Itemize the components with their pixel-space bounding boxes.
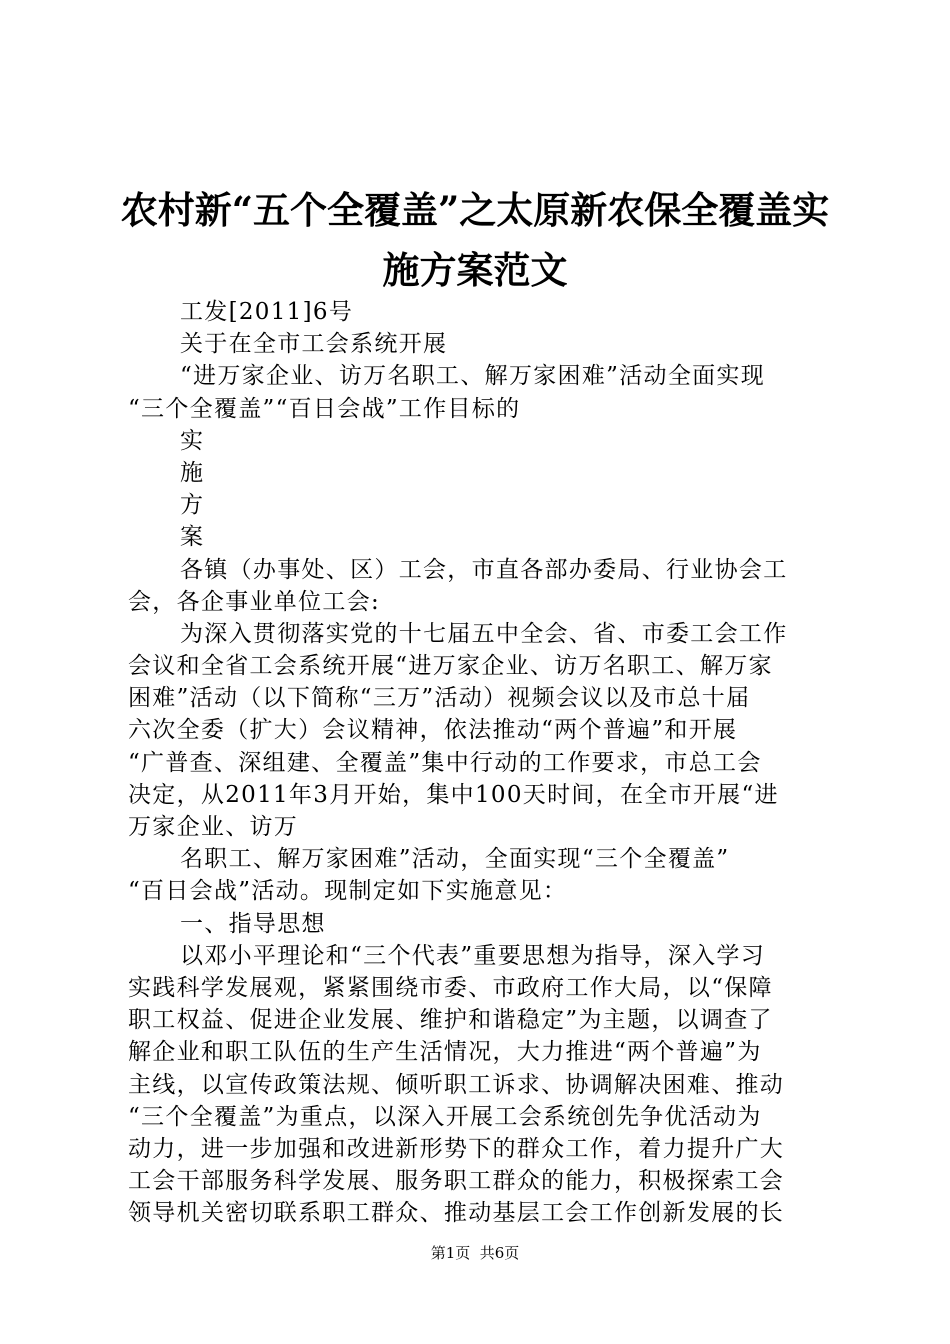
text-line: “进万家企业、访万名职工、解万家困难”活动全面实现 [180,363,766,390]
text-line: “百日会战”活动。现制定如下实施意见： [128,878,568,905]
text-line: 会，各企事业单位工会: [128,588,381,615]
text-line: 名职工、解万家困难”活动，全面实现“三个全覆盖” [180,846,730,873]
page-footer: 第1页 共6页 [430,1244,520,1262]
document-number: 工发[2011]6号 [180,299,354,325]
text-line: 职工权益、促进企业发展、维护和谐稳定”为主题，以调查了 [128,1007,773,1034]
document-body [128,296,832,1229]
text-line: 会议和全省工会系统开展“进万家企业、访万名职工、解万家 [128,653,773,680]
text-line: 工会干部服务科学发展、服务职工群众的能力，积极探索工会 [128,1168,785,1195]
text-line: 以邓小平理论和“三个代表”重要思想为指导，深入学习 [180,942,766,969]
text-line: 解企业和职工队伍的生产生活情况，大力推进“两个普遍”为 [128,1039,762,1066]
text-line: 领导机关密切联系职工群众、推动基层工会工作创新发展的长 [128,1200,785,1227]
text-line: 困难”活动（以下简称“三万”活动）视频会议以及市总十届 [128,685,751,712]
text-line: 案 [180,524,205,551]
text-line: 动力，进一步加强和改进新形势下的群众工作，着力提升广大 [128,1135,785,1162]
text-line: 六次全委（扩大）会议精神，依法推动“两个普遍”和开展 [128,717,738,744]
text-line: 施 [180,459,205,486]
text-line: 方 [180,492,205,519]
text-line: 实 [180,427,205,454]
document-title-line-2: 施方案范文 [382,248,568,292]
text-line: “三个全覆盖”为重点，以深入开展工会系统创先争优活动为 [128,1103,762,1130]
text-line: 关于在全市工会系统开展 [180,331,448,358]
section-heading: 一、指导思想 [180,910,326,937]
text-line: 万家企业、访万 [128,814,299,840]
text-line: “广普查、深组建、全覆盖”集中行动的工作要求，市总工会 [128,749,762,776]
text-line: 为深入贯彻落实党的十七届五中全会、省、市委工会工作 [180,620,788,647]
document-title-line-1: 农村新“五个全覆盖”之太原新农保全覆盖实 [120,188,830,232]
text-line: 实践科学发展观，紧紧围绕市委、市政府工作大局，以“保障 [128,974,773,1001]
text-line: “三个全覆盖”“百日会战”工作目标的 [128,395,521,422]
text-line: 主线，以宣传政策法规、倾听职工诉求、协调解决困难、推动 [128,1071,785,1098]
text-line: 各镇（办事处、区）工会，市直各部办委局、行业协会工 [180,556,788,583]
text-line: 决定，从2011年3月开始，集中100天时间，在全市开展“进 [128,781,779,808]
